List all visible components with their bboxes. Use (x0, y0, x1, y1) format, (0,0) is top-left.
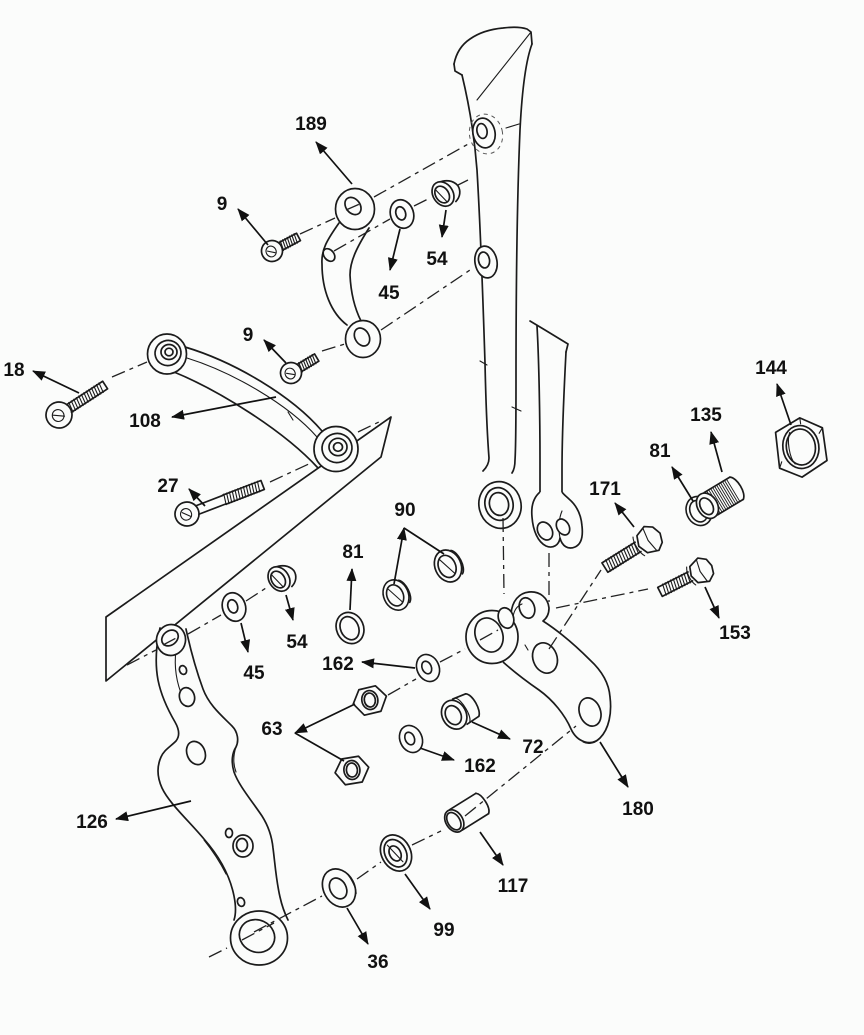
washer-45-lower (219, 590, 250, 625)
callout-81-right: 81 (649, 441, 671, 462)
callout-18: 18 (3, 360, 25, 381)
callout-108: 108 (129, 411, 161, 432)
part-shock-tube (454, 27, 532, 533)
nut-63-upper (351, 684, 389, 716)
callout-180: 180 (622, 799, 654, 820)
washer-45-top (387, 197, 418, 232)
callout-117: 117 (497, 876, 529, 897)
washer-162-upper (412, 651, 443, 685)
washer-99 (374, 829, 417, 876)
callout-45-top: 45 (378, 283, 400, 304)
bushing-72 (437, 690, 483, 734)
cap-nut-54-lower (264, 559, 301, 596)
bolt-18 (41, 374, 112, 433)
callout-153: 153 (719, 623, 751, 644)
callout-81-left: 81 (342, 542, 364, 563)
callout-162-lower: 162 (464, 756, 496, 777)
bushing-90-right (429, 545, 467, 586)
nut-144 (773, 415, 829, 480)
callout-leaders (33, 142, 791, 944)
callout-99: 99 (433, 920, 455, 941)
part-lever-189 (321, 189, 381, 358)
seal-81-left (331, 608, 369, 648)
callout-171: 171 (589, 479, 621, 500)
callout-9-top: 9 (216, 194, 228, 215)
callout-54-lower: 54 (286, 632, 308, 653)
bolt-9-top (258, 228, 304, 266)
callout-90: 90 (394, 500, 416, 521)
callout-126: 126 (76, 812, 108, 833)
bushing-90-left (378, 575, 414, 614)
callout-189: 189 (295, 114, 327, 135)
bolt-9-bottom (277, 349, 323, 388)
part-rocker-180 (466, 592, 611, 744)
callout-63: 63 (261, 719, 283, 740)
callout-36: 36 (367, 952, 389, 973)
washer-36 (316, 863, 362, 913)
callout-162-upper: 162 (322, 654, 354, 675)
part-link-108 (148, 334, 359, 472)
washer-162-lower (395, 722, 426, 756)
bolt-153 (654, 554, 717, 603)
callout-9-bottom: 9 (242, 325, 254, 346)
callout-45-lower: 45 (243, 663, 265, 684)
callout-144: 144 (755, 358, 787, 379)
callout-54-top: 54 (426, 249, 448, 270)
cap-nut-54-top (428, 174, 465, 211)
callout-135: 135 (690, 405, 722, 426)
callout-27: 27 (157, 476, 179, 497)
part-clevis-rod (530, 321, 582, 548)
part-arm-126 (154, 622, 288, 965)
spacer-117 (441, 791, 492, 835)
bolt-171 (597, 521, 667, 579)
assembly-axes (112, 143, 648, 957)
nut-63-lower (334, 755, 371, 785)
callout-72: 72 (522, 737, 544, 758)
